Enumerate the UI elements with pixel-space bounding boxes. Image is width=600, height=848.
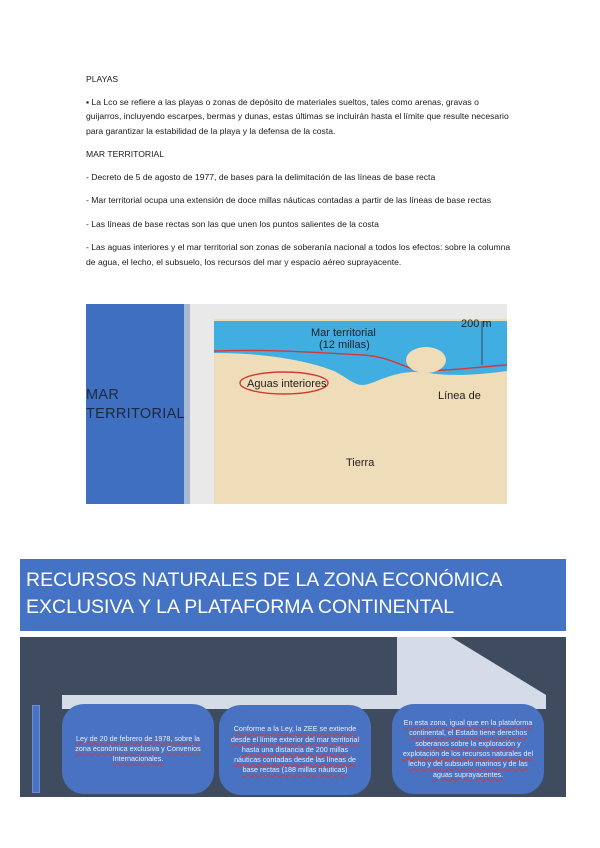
playas-heading: PLAYAS: [86, 74, 119, 84]
zee-slide-body: [20, 637, 566, 797]
zee-info-text: En esta zona, igual que en la plataforma continental, el Estado tiene derechos soberanos sobre la exploración y explotación de los recursos naturales del lecho y del subsuelo marinos y de las aguas suprayacentes.: [402, 718, 534, 779]
cut-top-label: 200 m: [461, 319, 492, 330]
mar-territorial-label: Mar territorial: [311, 327, 376, 339]
doce-millas-label: (12 millas): [319, 339, 370, 351]
island: [406, 347, 446, 373]
left-accent-bar: [32, 705, 40, 793]
mar-territorial-heading: MAR TERRITORIAL: [86, 149, 164, 159]
mar-territorial-item: - Las líneas de base rectas son las que unen los puntos salientes de la costa: [86, 218, 379, 229]
mar-territorial-item: - Mar territorial ocupa una extensión de doce millas náuticas contadas a partir de las líneas de base rectas: [86, 195, 492, 205]
mar-territorial-item: - Las aguas interiores y el mar territorial son zonas de soberanía nacional a todos los efectos: sobre la columna de agua, el lecho, el subsuelo, los recursos del mar y espacio aéreo suprayacente.: [86, 242, 511, 267]
territorial-sea-map: [214, 319, 507, 504]
linea-de-label: Línea de: [438, 390, 481, 402]
zee-info-text: Ley de 20 de febrero de 1978, sobre la zona económica exclusiva y Convenios Internacionales.: [75, 733, 201, 764]
mar-territorial-slide: [86, 304, 507, 504]
zee-info-text: Conforme a la Ley, la ZEE se extiende desde el límite exterior del mar territorial hasta una distancia de 200 millas náuticas contadas desde las líneas de base rectas (188 millas náuticas): [230, 724, 360, 775]
zee-info-box: [62, 704, 214, 794]
zee-info-box: [219, 705, 371, 795]
document-text: [86, 72, 516, 278]
slide-title: MAR TERRITORIAL: [86, 387, 185, 422]
aguas-interiores-label: Aguas interiores: [247, 378, 327, 390]
zee-info-box: [392, 704, 544, 794]
tierra-label: Tierra: [346, 457, 375, 469]
mar-territorial-item: - Decreto de 5 de agosto de 1977, de bases para la delimitación de las líneas de base recta: [86, 171, 436, 182]
playas-paragraph: ▪ La Lco se refiere a las playas o zonas de depósito de materiales sueltos, tales como arenas, gravas o guijarros, incluyendo escarpes, bermas y dunas, estas últimas se incluirán hasta el límite que resulte necesario para garantizar la estabilidad de la playa y la defensa de la costa.: [86, 96, 509, 136]
zee-slide-title-bar: [20, 559, 566, 631]
callout-banner: [62, 637, 546, 709]
zee-slide-title: RECURSOS NATURALES DE LA ZONA ECONÓMICA EXCLUSIVA Y LA PLATAFORMA CONTINENTAL: [26, 569, 502, 618]
